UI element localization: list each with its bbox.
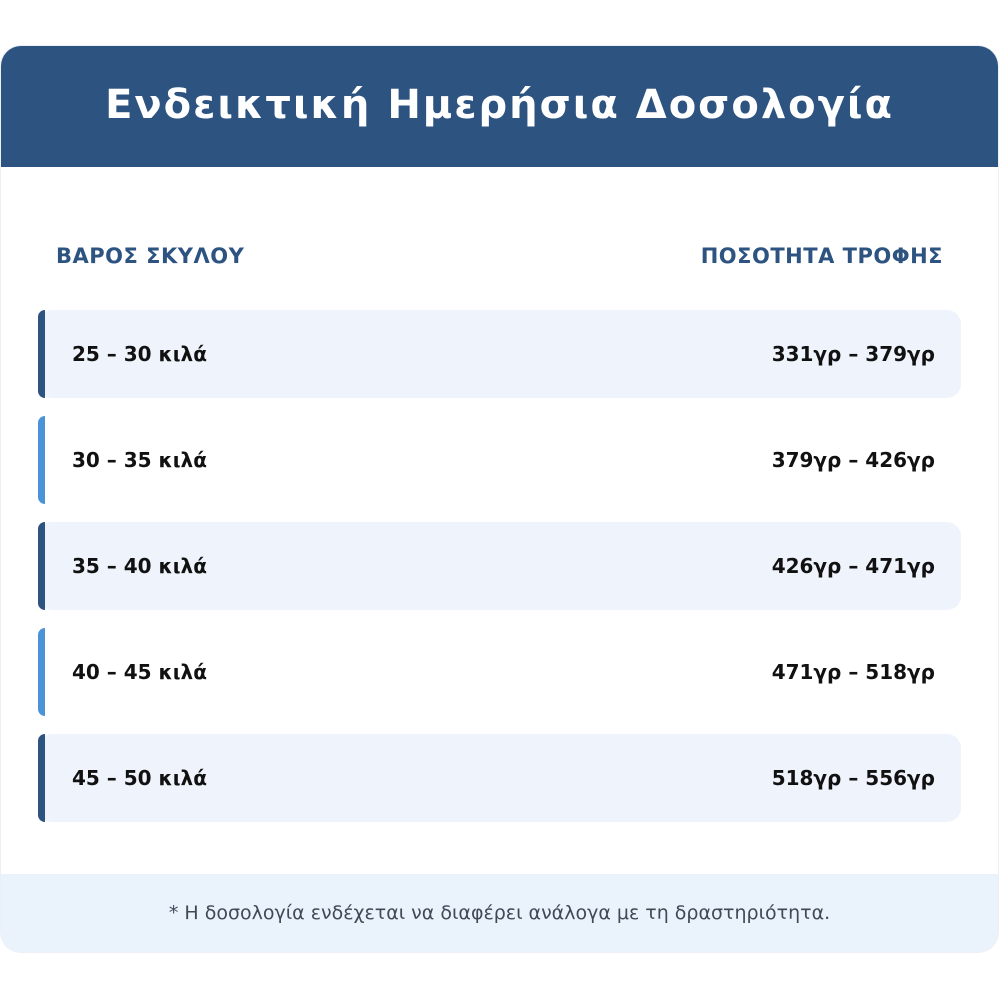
table-header [56,244,943,268]
row-amount: 471γρ – 518γρ [771,660,935,684]
table-row [38,734,961,822]
page-title: Ενδεικτική Ημερήσια Δοσολογία [105,81,894,128]
table-row [38,416,961,504]
column-header-weight: ΒΑΡΟΣ ΣΚΥΛΟΥ [56,244,245,268]
row-amount: 518γρ – 556γρ [771,766,935,790]
row-weight: 40 – 45 κιλά [72,660,207,684]
row-amount: 379γρ – 426γρ [771,448,935,472]
row-amount: 331γρ – 379γρ [771,342,935,366]
column-header-amount: ΠΟΣΟΤΗΤΑ ΤΡΟΦΗΣ [700,244,943,268]
dosage-card [1,46,998,952]
footer-note: * Η δοσολογία ενδέχεται να διαφέρει ανάλογα με τη δραστηριότητα. [168,902,831,924]
row-weight: 25 – 30 κιλά [72,342,207,366]
row-amount: 426γρ – 471γρ [771,554,935,578]
row-weight: 35 – 40 κιλά [72,554,207,578]
table-row [38,522,961,610]
footer-note-bar [1,874,998,952]
table-row [38,628,961,716]
card-header [1,46,998,167]
table-row [38,310,961,398]
row-weight: 45 – 50 κιλά [72,766,207,790]
dosage-table [38,310,961,840]
row-weight: 30 – 35 κιλά [72,448,207,472]
